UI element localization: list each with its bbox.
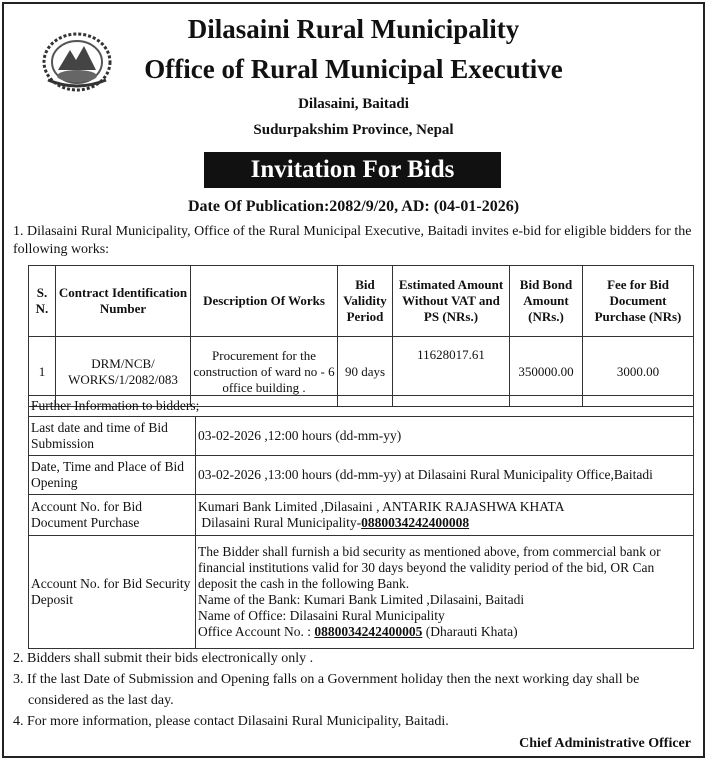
security-label: Account No. for Bid Security Deposit [29,536,196,649]
intro-paragraph [13,223,693,259]
header-sn: S. N. [29,266,56,337]
last-date-value: 03-02-2026 ,12:00 hours (dd-mm-yy) [196,417,694,456]
security-account-number: 0880034242400005 [314,624,423,639]
header-bond: Bid Bond Amount (NRs.) [510,266,583,337]
bid-table [28,265,694,407]
note-item: 4. For more information, please contact Dilasaini Rural Municipality, Baitadi. [13,714,449,729]
account-purchase-value [196,495,694,536]
header-validity: Bid Validity Period [338,266,393,337]
header-fee: Fee for Bid Document Purchase (NRs) [583,266,694,337]
cell-contract-id: DRM/NCB/ WORKS/1/2082/083 [56,337,191,407]
table-row [29,417,694,456]
opening-value: 03-02-2026 ,13:00 hours (dd-mm-yy) at Dilasaini Rural Municipality Office,Baitadi [196,456,694,495]
intro-number: 1. [13,224,24,239]
publication-date: Date Of Publication:2082/9/20, AD: (04-01-2026) [187,198,520,215]
security-value [196,536,694,649]
opening-label: Date, Time and Place of Bid Opening [29,456,196,495]
security-text: The Bidder shall furnish a bid security as mentioned above, from commercial bank or financial institutions valid for 30 days beyond the validity period of the bid, OR Can deposit the cash in the following Bank. [198,544,661,591]
account-purchase-number: 0880034242400008 [361,515,470,530]
further-info: Further Information to bidders; [29,396,694,417]
account-purchase-label: Account No. for Bid Document Purchase [29,495,196,536]
notes-list [13,648,693,732]
account-purchase-office: Dilasaini Rural Municipality- [201,515,362,530]
municipality-title: Dilasaini Rural Municipality [187,14,520,44]
header-contract-id: Contract Identification Number [56,266,191,337]
province-text: Sudurpakshim Province, Nepal [253,122,454,138]
cell-description: Procurement for the construction of ward no - 6 office building . [191,337,338,407]
table-row [29,495,694,536]
security-bank: Name of the Bank: Kumari Bank Limited ,Dilasaini, Baitadi [198,592,525,607]
cell-sn: 1 [29,337,56,407]
table-row [29,396,694,417]
security-account-prefix: Office Account No. : [198,624,315,639]
note-item: 2. Bidders shall submit their bids electronically only . [13,651,314,666]
bid-table-header [29,266,694,337]
cell-validity: 90 days [338,337,393,407]
invitation-banner: Invitation For Bids [204,152,501,188]
intro-text: Dilasaini Rural Municipality, Office of the Rural Municipal Executive, Baitadi invites e-bid for eligible bidders for the following works: [13,224,692,257]
signature-title: Chief Administrative Officer [519,736,691,751]
security-account-suffix: (Dharauti Khata) [422,624,518,639]
office-title: Office of Rural Municipal Executive [144,54,563,84]
security-office: Name of Office: Dilasaini Rural Municipality [198,608,445,623]
last-date-label: Last date and time of Bid Submission [29,417,196,456]
account-purchase-bank: Kumari Bank Limited ,Dilasaini , ANTARIK RAJASHWA KHATA [198,499,565,514]
location-text: Dilasaini, Baitadi [298,96,409,112]
cell-amount: 11628017.61 [393,337,510,407]
notice-page [2,2,705,758]
header-description: Description Of Works [191,266,338,337]
table-row [29,456,694,495]
info-table [28,395,694,649]
cell-bond: 350000.00 [510,337,583,407]
cell-fee: 3000.00 [583,337,694,407]
header-amount: Estimated Amount Without VAT and PS (NRs.) [393,266,510,337]
table-row [29,536,694,649]
note-item: 3. If the last Date of Submission and Opening falls on a Government holiday then the next working day shall be considered as the last day. [13,672,640,708]
